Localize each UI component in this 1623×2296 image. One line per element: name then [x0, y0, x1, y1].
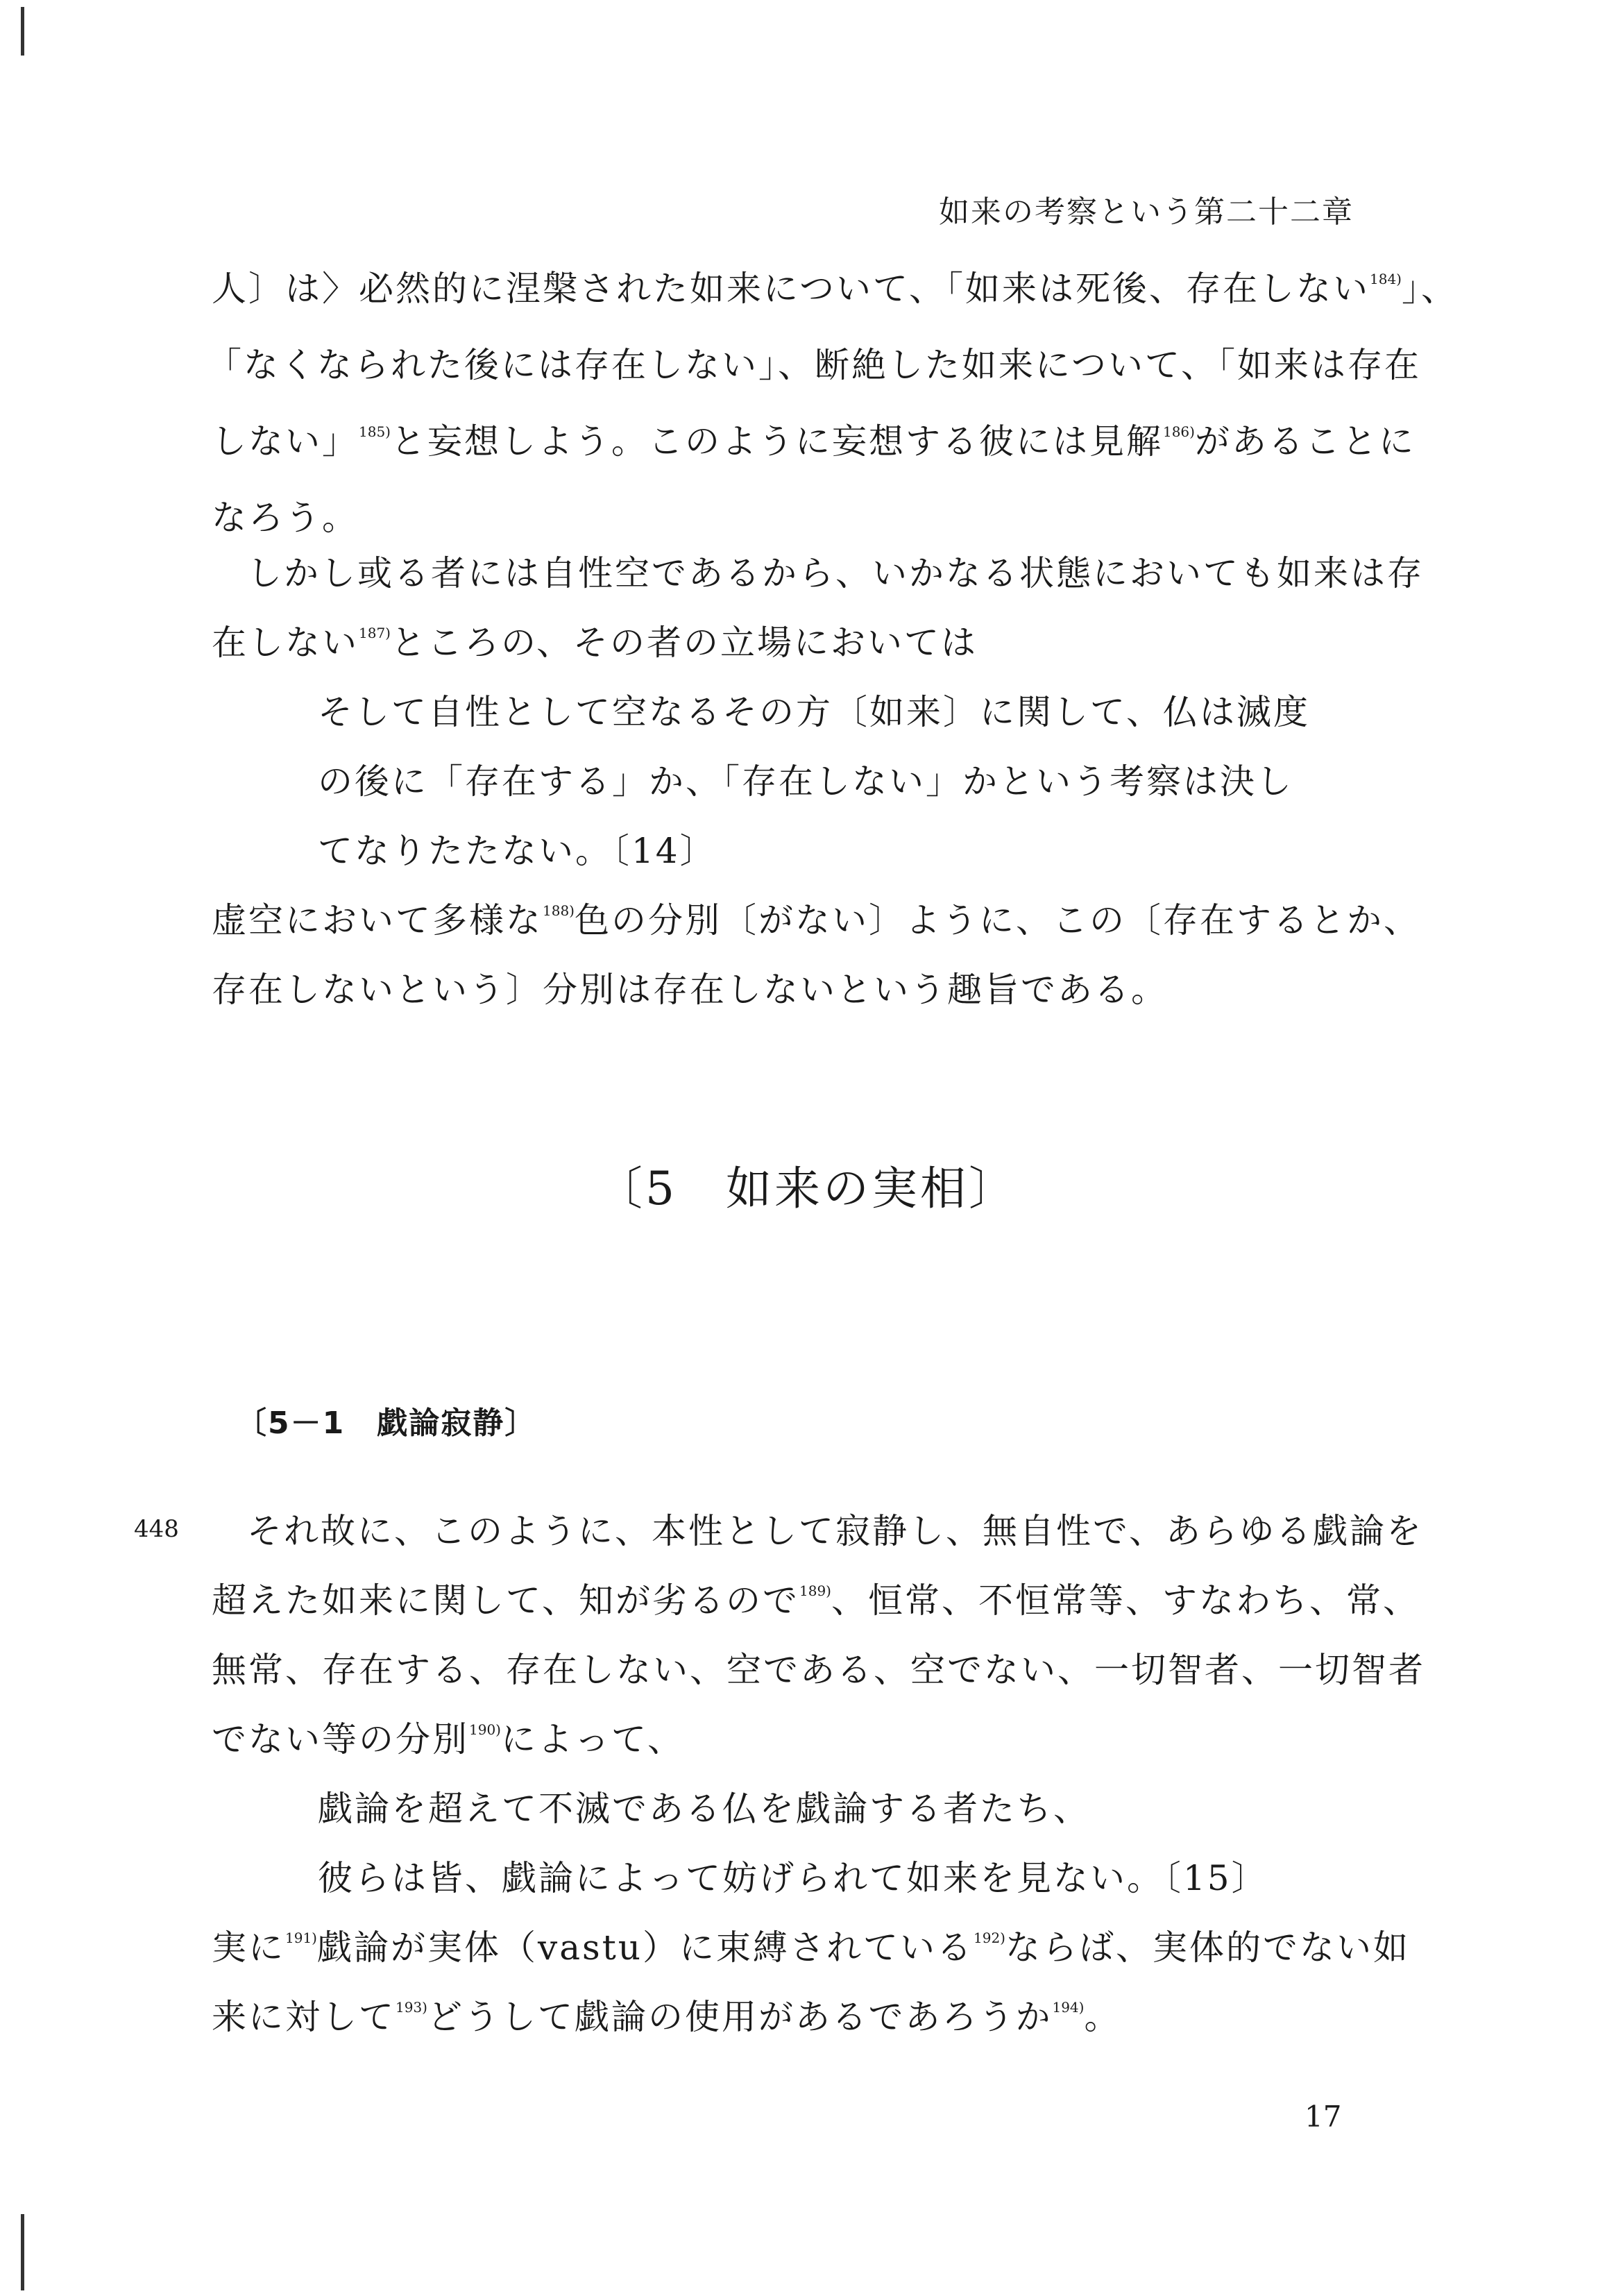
scan-mark-bottom — [21, 2214, 24, 2290]
para1-line1: 人〕は〉必然的に涅槃された如来について、「如来は死後、存在しない$^{184)}$」、 — [212, 269, 1458, 309]
para5-line1: 実に$^{191)}$戯論が実体（vastu）に束縛されている$^{192)}$ならば、実体的でない如 — [212, 1927, 1410, 1968]
para4-line1: それ故に、このように、本性として寂静し、無自性で、あらゆる戯論を — [247, 1511, 1423, 1551]
subsection-heading: 〔5－1 戯論寂静〕 — [236, 1406, 537, 1441]
para1-line4: なろう。 — [212, 498, 359, 538]
para3-line1: 虚空において多様な$^{188)}$色の分別〔がない〕ように、この〔存在するとか、 — [212, 900, 1420, 940]
para5-line2: 来に対して$^{193)}$どうして戯論の使用があるであろうか$^{194)}$。 — [212, 1997, 1121, 2037]
para4-line4: でない等の分別$^{190)}$によって、 — [212, 1719, 684, 1759]
running-head: 如来の考察という第二十二章 — [939, 194, 1354, 230]
para1-line3: しない」$^{185)}$と妄想しよう。このように妄想する彼には見解$^{186)}$があることに — [212, 421, 1416, 462]
para2-line1: しかし或る者には自性空であるから、いかなる状態においても如来は存 — [247, 553, 1424, 593]
page-number: 17 — [1305, 2100, 1342, 2134]
verse15-line1: 戯論を超えて不滅である仏を戯論する者たち、 — [318, 1789, 1090, 1829]
verse14-line1: そして自性として空なるその方〔如来〕に関して、仏は滅度 — [318, 692, 1310, 732]
para2-line2: 在しない$^{187)}$ところの、その者の立場においては — [212, 623, 978, 663]
scan-mark-top — [21, 7, 24, 56]
verse14-line2: の後に「存在する」か、「存在しない」かという考察は決し — [318, 761, 1293, 802]
verse15-line2: 彼らは皆、戯論によって妨げられて如来を見ない。〔15〕 — [318, 1858, 1268, 1898]
para4-line3: 無常、存在する、存在しない、空である、空でない、一切智者、一切智者 — [212, 1650, 1425, 1690]
para3-line2: 存在しないという〕分別は存在しないという趣旨である。 — [212, 970, 1168, 1010]
section-heading: 〔5 如来の実相〕 — [597, 1162, 1017, 1215]
verse14-line3: てなりたたない。〔14〕 — [318, 831, 717, 871]
margin-number: 448 — [134, 1515, 179, 1543]
para4-line2: 超えた如来に関して、知が劣るので$^{189)}$、恒常、不恒常等、すなわち、常、 — [212, 1580, 1420, 1621]
para1-line2: 「なくなられた後には存在しない」、断絶した如来について、「如来は存在 — [207, 345, 1421, 385]
